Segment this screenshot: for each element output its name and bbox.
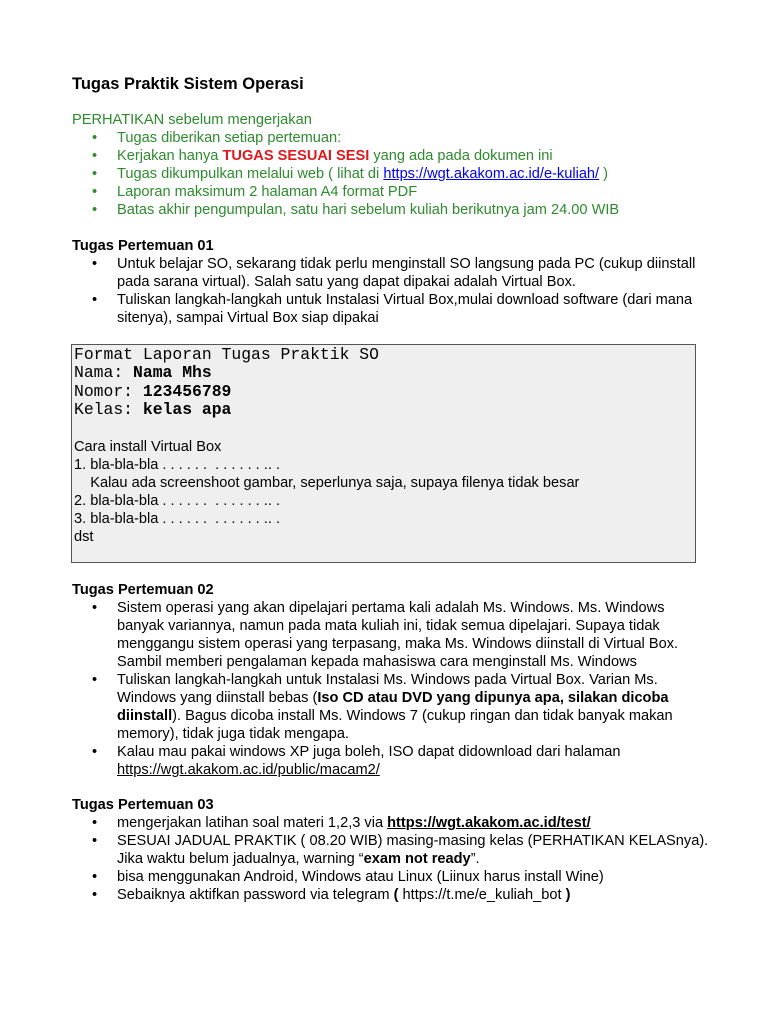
field-label: Nama: <box>74 363 134 383</box>
notice-item <box>72 165 619 183</box>
item-text: SESUAI JADUAL PRAKTIK ( 08.20 WIB) masing-masing kelas (PERHATIKAN KELASnya). Jika waktu belum jadualnya, warning “ <box>117 833 709 867</box>
notice-section <box>72 111 619 219</box>
notice-item: • Tugas diberikan setiap pertemuan: <box>72 129 619 147</box>
list-item: • Untuk belajar SO, sekarang tidak perlu menginstall SO langsung pada PC (cukup diinstall pada sarana virtual). Salah satu yang dapat dipakai adalah Virtual Box. <box>72 255 712 291</box>
box-line <box>74 364 693 382</box>
field-value: 123456789 <box>142 381 232 401</box>
item-text: Tuliskan langkah-langkah untuk Instalasi Ms. Windows pada Virtual Box. Varian Ms. Windows yang diinstall bebas ( <box>117 672 658 706</box>
notice-list <box>72 129 619 219</box>
notice-item <box>72 147 619 165</box>
box-line <box>74 401 693 419</box>
notice-text: yang ada pada dokumen ini <box>369 148 553 164</box>
notice-item: • Batas akhir pengumpulan, satu hari sebelum kuliah berikutnya jam 24.00 WIB <box>72 201 619 219</box>
field-value: Nama Mhs <box>133 363 212 383</box>
item-bold: ) <box>565 887 571 903</box>
section-pertemuan-03 <box>72 796 712 904</box>
list-item <box>72 743 712 779</box>
list-item: • Sistem operasi yang akan dipelajari pertama kali adalah Ms. Windows. Ms. Windows banyak variannya, namun pada mata kuliah ini, tidak semua dipelajari. Supaya tidak menggangu sistem operasi yang terpasang, maka Ms. Windows diinstall di Virtual Box. Sambil memberi pengalaman kepada mahasiswa cara menginstall Ms. Windows <box>72 599 712 671</box>
notice-text: Tugas dikumpulkan melalui web ( lihat di <box>117 166 384 182</box>
notice-heading: PERHATIKAN sebelum mengerjakan <box>72 112 312 128</box>
item-bold: ( <box>393 887 399 903</box>
notice-item: • Laporan maksimum 2 halaman A4 format PDF <box>72 183 619 201</box>
document-title: Tugas Praktik Sistem Operasi <box>72 75 304 93</box>
list-item <box>72 671 712 743</box>
field-label: Kelas: <box>74 400 143 420</box>
report-format-box <box>71 344 696 563</box>
section-heading: Tugas Pertemuan 03 <box>72 797 214 813</box>
section-list <box>72 255 712 327</box>
item-text: mengerjakan latihan soal materi 1,2,3 via <box>117 815 388 831</box>
list-item <box>72 832 712 868</box>
list-item: • bisa menggunakan Android, Windows atau Linux (Liinux harus install Wine) <box>72 868 712 886</box>
box-line: 3. bla-bla-bla . . . . . . . . . . . . .. . <box>74 510 281 527</box>
notice-text: ) <box>599 166 609 182</box>
section-pertemuan-02 <box>72 581 712 779</box>
box-line <box>74 383 693 401</box>
item-text: Sebaiknya aktifkan password via telegram <box>117 887 394 903</box>
box-line: 1. bla-bla-bla . . . . . . . . . . . . .. . <box>74 456 281 473</box>
e-kuliah-link[interactable]: https://wgt.akakom.ac.id/e-kuliah/ <box>383 166 600 182</box>
box-line: Format Laporan Tugas Praktik SO <box>74 345 379 364</box>
field-label: Nomor: <box>74 381 143 401</box>
section-heading: Tugas Pertemuan 01 <box>72 238 214 254</box>
item-text: ”. <box>470 851 480 867</box>
notice-highlight: TUGAS SESUAI SESI <box>222 148 370 164</box>
notice-text: Kerjakan hanya <box>117 148 223 164</box>
box-line: 2. bla-bla-bla . . . . . . . . . . . . .. . <box>74 492 281 509</box>
item-text: Kalau mau pakai windows XP juga boleh, ISO dapat didownload dari halaman <box>117 744 621 760</box>
section-heading: Tugas Pertemuan 02 <box>72 582 214 598</box>
box-line: Cara install Virtual Box <box>74 438 222 455</box>
list-item <box>72 886 712 904</box>
field-value: kelas apa <box>142 400 232 420</box>
section-list <box>72 814 712 904</box>
test-link[interactable]: https://wgt.akakom.ac.id/test/ <box>387 815 591 831</box>
item-bold: exam not ready <box>363 851 471 867</box>
section-list <box>72 599 712 779</box>
box-line: dst <box>74 528 94 545</box>
item-bold: Iso CD atau DVD yang dipunya apa, silakan dicoba diinstall <box>117 690 669 724</box>
item-text: ). Bagus dicoba install Ms. Windows 7 (cukup ringan dan tidak banyak makan memory), tidak juga tidak mengapa. <box>117 708 673 742</box>
list-item <box>72 814 712 832</box>
box-body <box>74 438 693 546</box>
telegram-bot-text: https://t.me/e_kuliah_bot <box>398 887 566 903</box>
list-item: • Tuliskan langkah-langkah untuk Instalasi Virtual Box,mulai download software (dari mana sitenya), sampai Virtual Box siap dipakai <box>72 291 712 327</box>
section-pertemuan-01 <box>72 237 712 327</box>
box-line: Kalau ada screenshoot gambar, seperlunya saja, supaya filenya tidak besar <box>74 474 580 491</box>
macam2-link[interactable]: https://wgt.akakom.ac.id/public/macam2/ <box>117 762 380 778</box>
